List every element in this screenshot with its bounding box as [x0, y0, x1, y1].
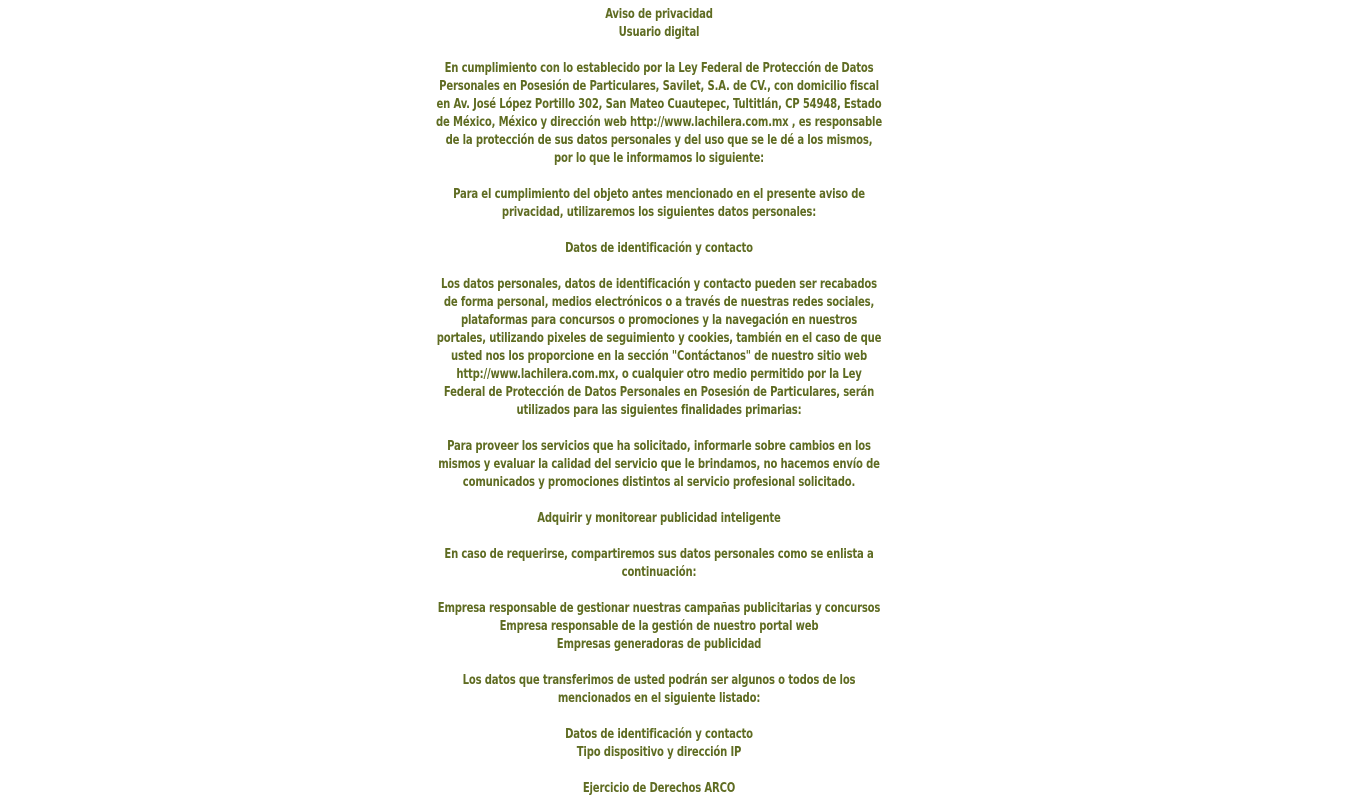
notice-title: Aviso de privacidad	[605, 7, 713, 22]
spacer	[435, 258, 882, 276]
primary-purposes-paragraph: Para proveer los servicios que ha solicitado, informarle sobre cambios en los mismos y evaluar la calidad del servicio que le brindamos, no hacemos envío de comunicados y promociones distintos al servicio profesional solicitado.	[438, 439, 880, 490]
intro-paragraph: En cumplimiento con lo establecido por la Ley Federal de Protección de Datos Personales en Posesión de Particulares, Savilet, S.A. de CV., con domicilio fiscal en Av. José López Portillo 302, San Mateo Cuautepec, Tultitlán, CP 54948, Estado de México, México y dirección web http://www.lachilera.com.mx , es responsable de la protección de sus datos personales y del uso que se le dé a los mismos, por lo que le informamos lo siguiente:	[436, 61, 882, 166]
spacer	[435, 654, 882, 672]
spacer	[435, 492, 882, 510]
recipient-item: Empresa responsable de gestionar nuestras campañas publicitarias y concursos	[437, 601, 881, 616]
identification-heading: Datos de identificación y contacto	[565, 241, 753, 256]
spacer	[435, 528, 882, 546]
transferred-data-item: Datos de identificación y contacto	[565, 727, 753, 742]
transferred-data-item: Tipo dispositivo y dirección IP	[576, 745, 742, 760]
recipient-item: Empresas generadoras de publicidad	[556, 637, 762, 652]
arco-heading: Ejercicio de Derechos ARCO	[582, 781, 736, 796]
purpose-paragraph: Para el cumplimiento del objeto antes mencionado en el presente aviso de privacidad, utilizaremos los siguientes datos personales:	[453, 187, 865, 220]
spacer	[435, 420, 882, 438]
collection-paragraph: Los datos personales, datos de identificación y contacto pueden ser recabados de forma personal, medios electrónicos o a través de nuestras redes sociales, plataformas para concursos o promociones y la navegación en nuestros portales, utilizando pixeles de seguimiento y cookies, también en el caso de que usted nos los proporcione en la sección "Contáctanos" de nuestro sitio web http://www.lachilera.com.mx, o cualquier otro medio permitido por la Ley Federal de Protección de Datos Personales en Posesión de Particulares, serán utilizados para las siguientes finalidades primarias:	[436, 277, 882, 418]
notice-column	[435, 6, 882, 798]
spacer	[435, 582, 882, 600]
advertising-heading: Adquirir y monitorear publicidad inteligente	[537, 511, 781, 526]
notice-subtitle: Usuario digital	[618, 25, 700, 40]
spacer	[435, 708, 882, 726]
spacer	[435, 762, 882, 780]
spacer	[435, 222, 882, 240]
transfer-paragraph: Los datos que transferimos de usted podrán ser algunos o todos de los mencionados en el siguiente listado:	[462, 673, 856, 706]
spacer	[435, 168, 882, 186]
spacer	[435, 42, 882, 60]
privacy-notice	[0, 6, 1366, 798]
recipient-item: Empresa responsable de la gestión de nuestro portal web	[499, 619, 819, 634]
sharing-paragraph: En caso de requerirse, compartiremos sus datos personales como se enlista a continuación:	[444, 547, 874, 580]
